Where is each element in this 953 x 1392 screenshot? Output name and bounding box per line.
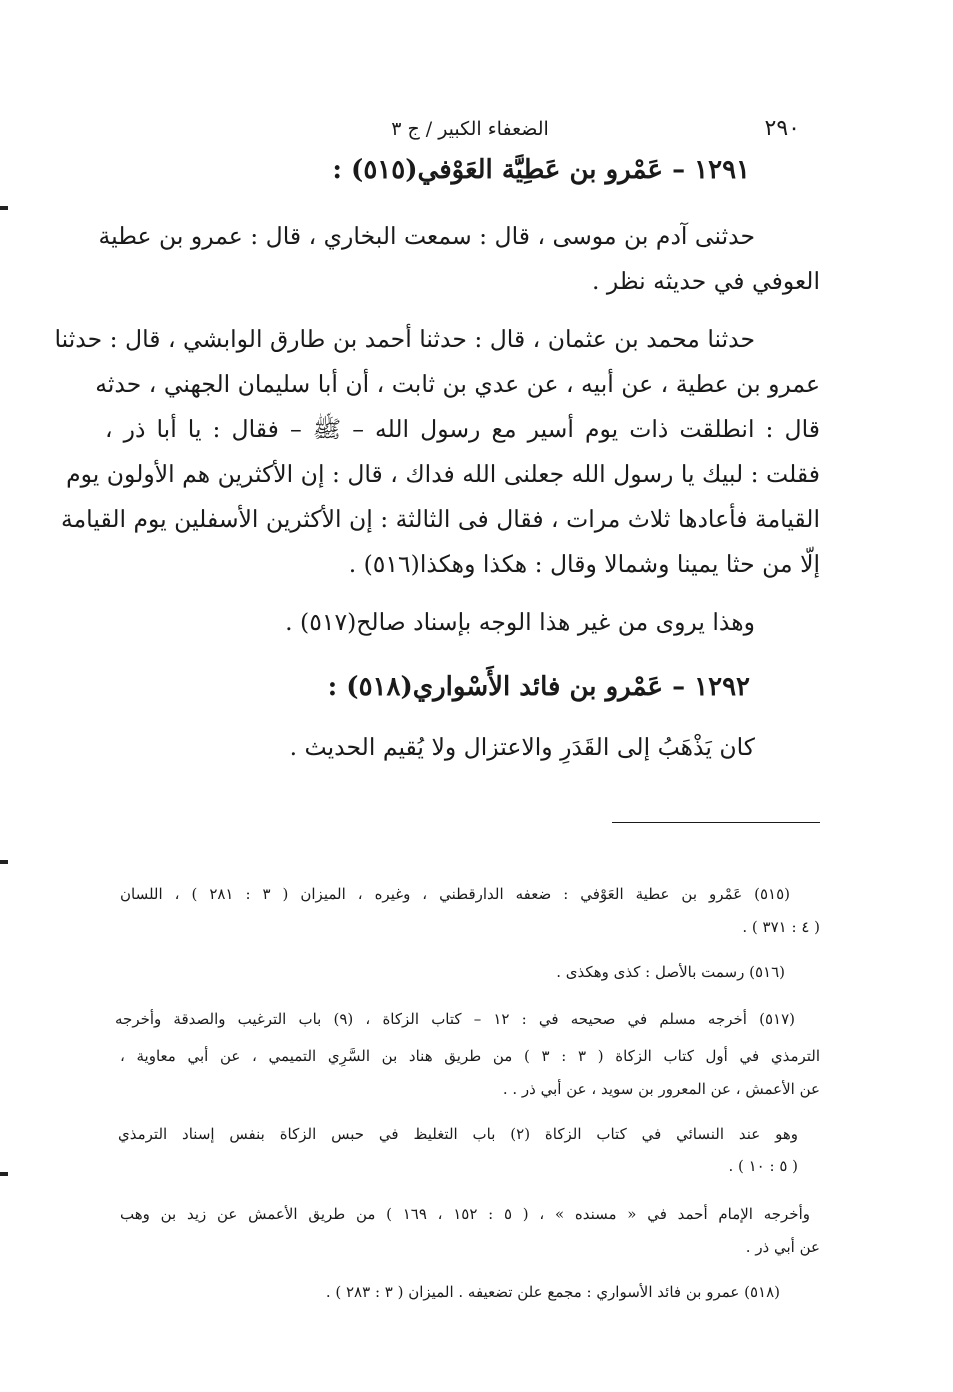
footnote-line: وأخرجه الإمام أحمد في « مسنده » ، ( ٥ : ١٥٢ ، ١٦٩ ) من طريق الأعمش عن زيد بن وهب [120,1205,810,1223]
footnote-line: (٥١٥) عَمْرو بن عطية العَوْفي : ضعفه الدارقطني ، وغيره ، الميزان ( ٣ : ٢٨١ ) ، اللسان [120,885,791,903]
running-header: الضعفاء الكبير / ج ٣ [391,118,549,140]
body-line: فقلت : لبيك يا رسول الله جعلنى الله فداك ، قال : إن الأكثرين هم الأولون يوم [66,460,820,488]
footnote-line: عن الأعمش ، عن المعرور بن سويد ، عن أبي ذر . . [502,1080,820,1098]
footnote-line: وهو عند النسائي في كتاب الزكاة (٢) باب التغليظ في حبس الزكاة بنفس إسناد الترمذي [118,1125,798,1143]
footnote-line: ( ٥ : ١٠ ) . [728,1157,798,1175]
body-line: القيامة فأعادها ثلاث مرات ، فقال فى الثالثة : إن الأكثرين الأسفلين يوم القيامة [61,505,820,533]
body-line: العوفي في حديثه نظر . [591,267,820,295]
scan-edge-mark [0,206,8,210]
footnote-line: (٥١٧) أخرجه مسلم في صحيحه في : ١٢ – كتاب الزكاة ، (٩) باب الترغيب والصدقة وأخرجه [115,1010,795,1028]
page-number: ٢٩٠ [764,116,800,141]
entry-heading: ١٢٩١ – عَمْرو بن عَطِيَّة العَوْفي(٥١٥) : [332,155,750,185]
footnote-separator [612,822,820,823]
body-line: وهذا يروى من غير هذا الوجه بإسناد صالح(٥١٧) . [285,608,755,636]
body-line: حدثنى آدم بن موسى ، قال : سمعت البخاري ، قال : عمرو بن عطية [98,222,755,250]
footnote-line: عن أبي ذر . [745,1238,820,1256]
body-line: قال : انطلقت ذات يوم أسير مع رسول الله – ﷺ – فقال : يا أبا ذر ، [105,415,820,443]
footnote-line: (٥١٦) رسمت بالأصل : كذى وهكذى . [556,963,785,981]
body-line: كان يَذْهَبُ إلى القَدَرِ والاعتزال ولا يُقيم الحديث . [289,733,755,761]
body-line: إلّا من حثا يمينا وشمالا وقال : هكذا وهكذا(٥١٦) . [348,550,820,578]
scan-edge-mark [0,1172,8,1176]
body-line: حدثنا محمد بن عثمان ، قال : حدثنا أحمد بن طارق الوابشي ، قال : حدثنا [54,325,755,353]
footnote-line: الترمذي في أول كتاب الزكاة ( ٣ : ٣ ) من طريق هناد بن السَّرِي التميمي ، عن أبي معاوية ، [120,1047,821,1065]
footnote-line: ( ٤ : ٣٧١ ) . [742,918,820,936]
body-line: عمرو بن عطية ، عن أبيه ، عن عدي بن ثابت ، أن أبا سليمان الجهني ، حدثه [95,370,820,398]
scan-edge-mark [0,860,8,864]
entry-heading: ١٢٩٢ – عَمْرو بن فائد الأَسْواري(٥١٨) : [327,672,750,702]
footnote-line: (٥١٨) عمرو بن فائد الأسواري : مجمع علن تضعيفه . الميزان ( ٣ : ٢٨٣ ) . [325,1283,780,1301]
